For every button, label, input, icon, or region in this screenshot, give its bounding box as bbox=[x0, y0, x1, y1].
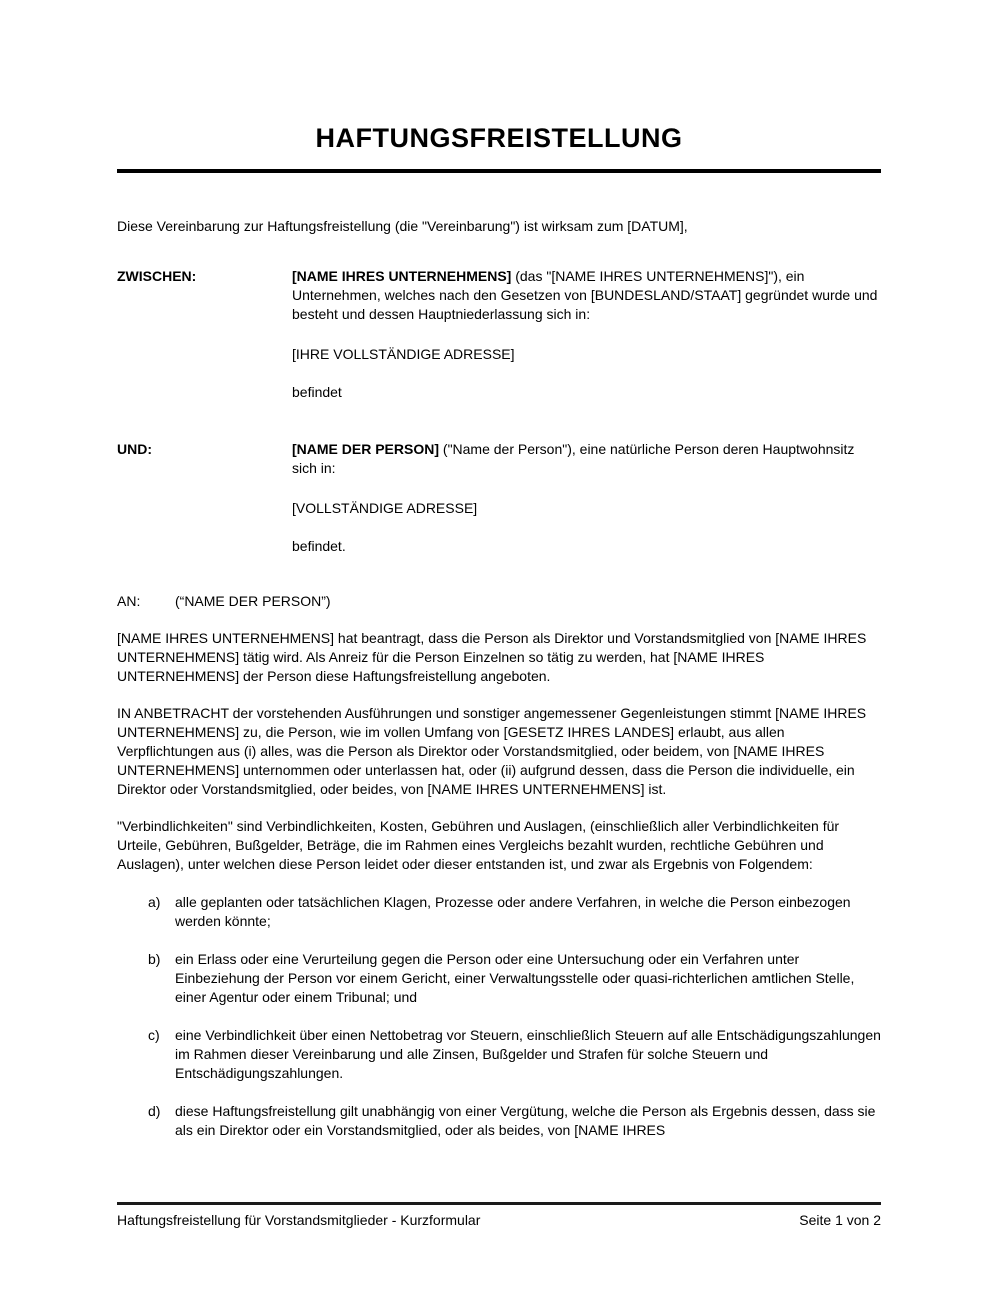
liabilities-list bbox=[117, 893, 881, 1140]
list-item-marker: b) bbox=[148, 951, 161, 967]
footer-line bbox=[117, 1211, 881, 1230]
party-row-zwischen bbox=[117, 267, 881, 402]
list-item-text: alle geplanten oder tatsächlichen Klagen, Prozesse oder andere Verfahren, in welche die Person einbezogen werden könnte; bbox=[175, 894, 851, 929]
party-label: UND: bbox=[117, 441, 152, 457]
list-item-text: diese Haftungsfreistellung gilt unabhängig von einer Vergütung, welche die Person als Ergebnis dessen, dass sie als ein Direktor oder ein Vorstandsmitglied, oder als beides, von [NAME IHRES bbox=[175, 1103, 876, 1138]
footer-page-number: Seite 1 von 2 bbox=[799, 1212, 881, 1228]
list-item-marker: d) bbox=[148, 1103, 161, 1119]
intro-paragraph: Diese Vereinbarung zur Haftungsfreistellung (die "Vereinbarung") ist wirksam zum [DATUM], bbox=[117, 218, 688, 234]
party-desc-text: (das "[NAME IHRES UNTERNEHMENS]"), ein Unternehmen, welches nach den Gesetzen von [BUNDESLAND/STAAT] gegründet wurde und besteht und dessen Hauptniederlassung sich in: bbox=[292, 268, 878, 322]
an-value: (“NAME DER PERSON”) bbox=[175, 593, 331, 609]
body-paragraph: [NAME IHRES UNTERNEHMENS] hat beantragt, dass die Person als Direktor und Vorstandsmitglied von [NAME IHRES UNTERNEHMENS] tätig wird. Als Anreiz für die Person Einzelnen so tätig zu werden, hat [NAME IHRES UNTERNEHMENS] der Person diese Haftungsfreistellung angeboten. bbox=[117, 630, 867, 684]
party-row-und bbox=[117, 440, 881, 556]
party-desc-text: ("Name der Person"), eine natürliche Person deren Hauptwohnsitz sich in: bbox=[292, 441, 855, 476]
list-item bbox=[117, 950, 881, 1007]
list-item-text: ein Erlass oder eine Verurteilung gegen die Person oder eine Untersuchung oder ein Verfahren unter Einbeziehung der Person vor einem Gericht, einer Verwaltungsstelle oder quasi-richterlichen amtlichen Stelle, einer Agentur oder einem Tribunal; und bbox=[175, 951, 855, 1005]
body-paragraph: "Verbindlichkeiten" sind Verbindlichkeiten, Kosten, Gebühren und Auslagen, (einschließlich aller Verbindlichkeiten für Urteile, Gebühren, Bußgelder, Beträge, die im Rahmen eines Vergleichs bezahlt wurden, rechtliche Gebühren und Auslagen), unter welchen diese Person leidet oder dieser entstanden ist, und zwar als Ergebnis von Folgendem: bbox=[117, 818, 840, 872]
party-address: [VOLLSTÄNDIGE ADRESSE] bbox=[292, 500, 478, 516]
party-address: [IHRE VOLLSTÄNDIGE ADRESSE] bbox=[292, 346, 515, 362]
footer-rule bbox=[117, 1202, 881, 1205]
list-item bbox=[117, 1102, 881, 1140]
an-label: AN: bbox=[117, 593, 141, 609]
party-description bbox=[292, 440, 881, 478]
party-closing: befindet bbox=[292, 384, 342, 400]
list-item-text: eine Verbindlichkeit über einen Nettobetrag vor Steuern, einschließlich Steuern auf alle Entschädigungszahlungen im Rahmen dieser Vereinbarung und alle Zinsen, Bußgelder und Strafen für solche Steuern und Entschädigungszahlungen. bbox=[175, 1027, 881, 1081]
title-rule bbox=[117, 169, 881, 173]
footer-document-name: Haftungsfreistellung für Vorstandsmitglieder - Kurzformular bbox=[117, 1212, 481, 1228]
document-content bbox=[117, 0, 881, 1140]
party-body bbox=[292, 440, 881, 556]
list-item bbox=[117, 1026, 881, 1083]
party-body bbox=[292, 267, 881, 402]
an-row bbox=[117, 592, 881, 611]
list-item-marker: c) bbox=[148, 1027, 160, 1043]
list-item-marker: a) bbox=[148, 894, 161, 910]
list-item bbox=[117, 893, 881, 931]
party-label: ZWISCHEN: bbox=[117, 268, 197, 284]
page-footer bbox=[117, 1202, 881, 1230]
party-name: [NAME IHRES UNTERNEHMENS] bbox=[292, 268, 512, 284]
party-closing: befindet. bbox=[292, 538, 346, 554]
party-name: [NAME DER PERSON] bbox=[292, 441, 440, 457]
body-paragraph: IN ANBETRACHT der vorstehenden Ausführungen und sonstiger angemessener Gegenleistungen stimmt [NAME IHRES UNTERNEHMENS] zu, die Person, wie im vollen Umfang von [GESETZ IHRES LANDES] erlaubt, aus allen Verpflichtungen aus (i) alles, was die Person als Direktor oder Vorstandsmitglied, oder beidem, von [NAME IHRES UNTERNEHMENS] unternommen oder unterlassen hat, oder (ii) aufgrund dessen, dass die Person die individuelle, ein Direktor oder Vorstandsmitglied, oder beides, von [NAME IHRES UNTERNEHMENS] ist. bbox=[117, 705, 867, 797]
document-title: HAFTUNGSFREISTELLUNG bbox=[315, 123, 683, 153]
party-description bbox=[292, 267, 881, 324]
